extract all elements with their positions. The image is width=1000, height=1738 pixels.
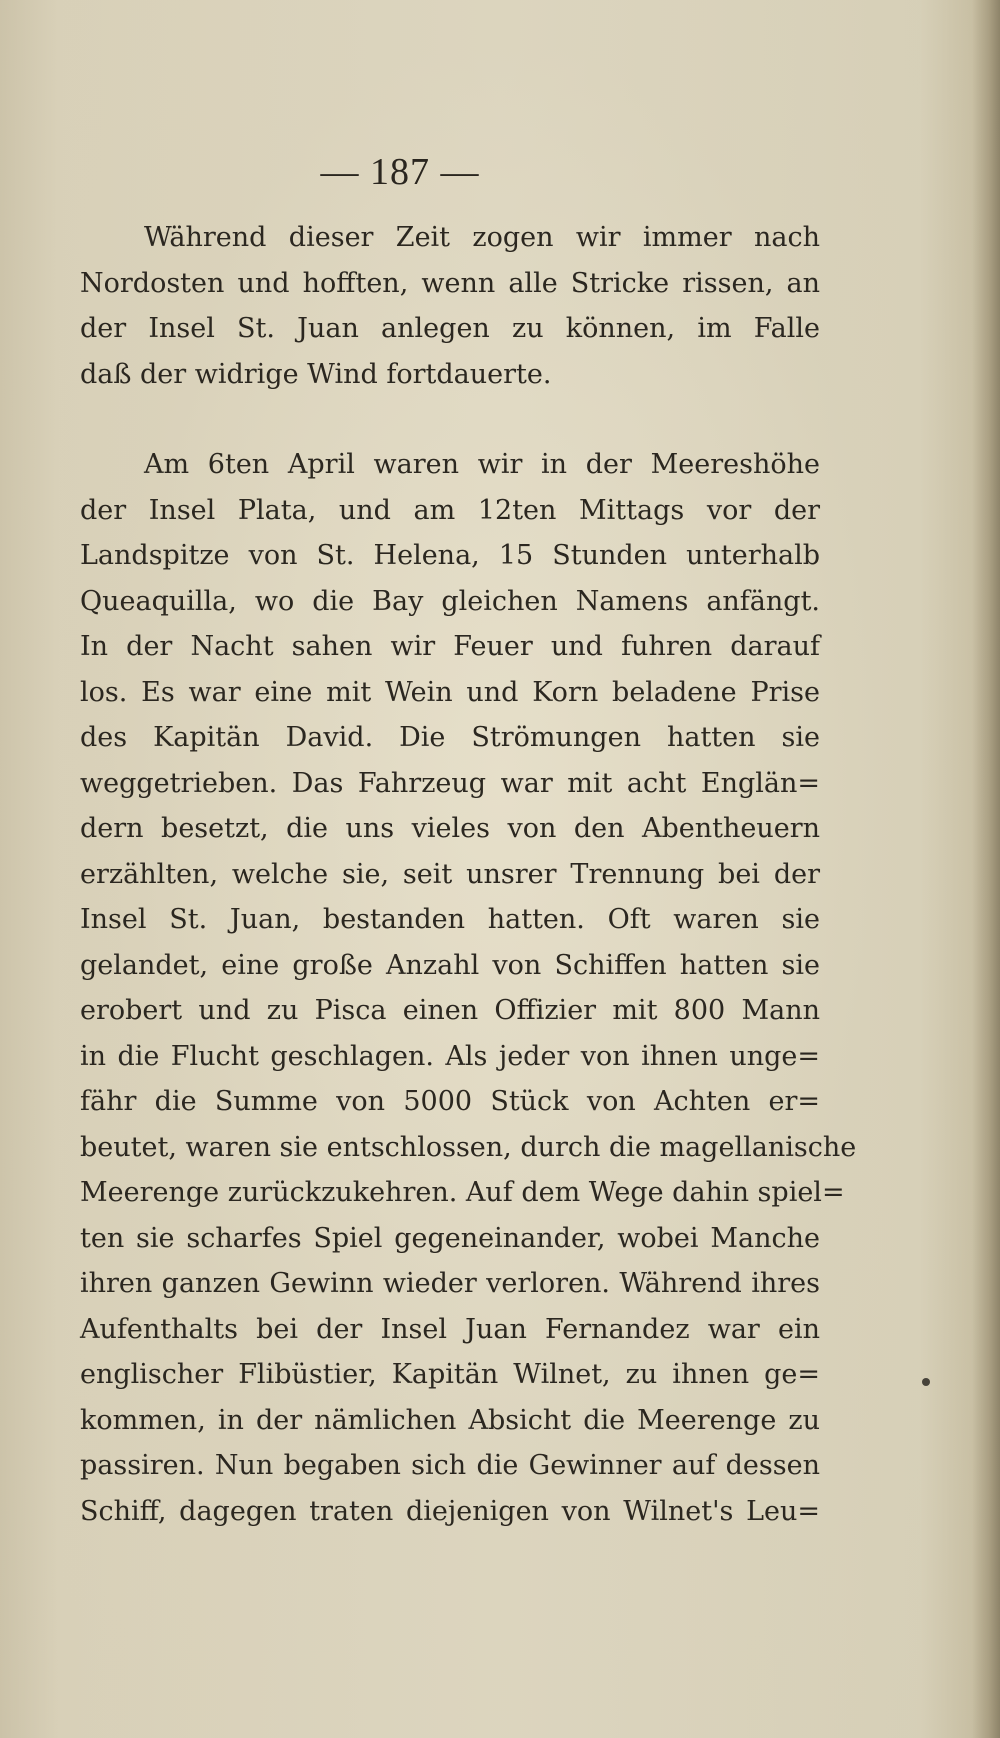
text-line: Während dieser Zeit zogen wir immer nach xyxy=(144,222,820,253)
text-line: ihren ganzen Gewinn wieder verloren. Während ihres xyxy=(80,1268,820,1299)
text-line: los. Es war eine mit Wein und Korn beladene Prise xyxy=(80,676,820,708)
text-line: In der Nacht sahen wir Feuer und fuhren darauf xyxy=(80,631,820,662)
text-line: Meerenge zurückzukehren. Auf dem Wege dahin spiel= xyxy=(80,1177,845,1208)
text-line: des Kapitän David. Die Strömungen hatten sie xyxy=(80,722,820,753)
text-line: Landspitze von St. Helena, 15 Stunden unterhalb xyxy=(80,540,820,571)
text-line: kommen, in der nämlichen Absicht die Meerenge zu xyxy=(80,1404,820,1436)
ink-spot xyxy=(922,1378,930,1386)
body-text xyxy=(80,215,857,1534)
text-line: der Insel St. Juan anlegen zu können, im Falle xyxy=(80,313,820,344)
text-line: erobert und zu Pisca einen Offizier mit 800 Mann xyxy=(80,995,820,1026)
text-line: erzählten, welche sie, seit unsrer Trennung bei der xyxy=(80,858,820,890)
text-line: beutet, waren sie entschlossen, durch die magellanische xyxy=(80,1131,857,1163)
text-line: dern besetzt, die uns vieles von den Abentheuern xyxy=(80,813,820,844)
text-line: englischer Flibüstier, Kapitän Wilnet, zu ihnen ge= xyxy=(80,1359,820,1390)
text-line: ten sie scharfes Spiel gegeneinander, wobei Manche xyxy=(80,1222,820,1254)
text-line: Insel St. Juan, bestanden hatten. Oft waren sie xyxy=(80,904,820,935)
text-line: in die Flucht geschlagen. Als jeder von ihnen unge= xyxy=(80,1040,820,1072)
text-line: Schiff, dagegen traten diejenigen von Wilnet's Leu= xyxy=(80,1495,820,1527)
text-line: weggetrieben. Das Fahrzeug war mit acht Englän= xyxy=(80,767,820,799)
text-line: Am 6ten April waren wir in der Meereshöhe xyxy=(144,449,820,480)
text-line: passiren. Nun begaben sich die Gewinner auf dessen xyxy=(80,1450,820,1481)
text-line: gelandet, eine große Anzahl von Schiffen hatten sie xyxy=(80,949,820,981)
text-line: Queaquilla, wo die Bay gleichen Namens anfängt. xyxy=(80,585,820,617)
text-line: fähr die Summe von 5000 Stück von Achten er= xyxy=(80,1086,820,1117)
paragraph-gap xyxy=(80,397,820,442)
text-line: der Insel Plata, und am 12ten Mittags vor der xyxy=(80,494,820,526)
text-line: daß der widrige Wind fortdauerte. xyxy=(80,358,552,390)
page-number: — 187 — xyxy=(320,151,480,193)
text-line: Nordosten und hofften, wenn alle Stricke rissen, an xyxy=(80,267,820,299)
text-line: Aufenthalts bei der Insel Juan Fernandez war ein xyxy=(80,1313,820,1345)
page-edge-shadow xyxy=(972,0,1000,1738)
